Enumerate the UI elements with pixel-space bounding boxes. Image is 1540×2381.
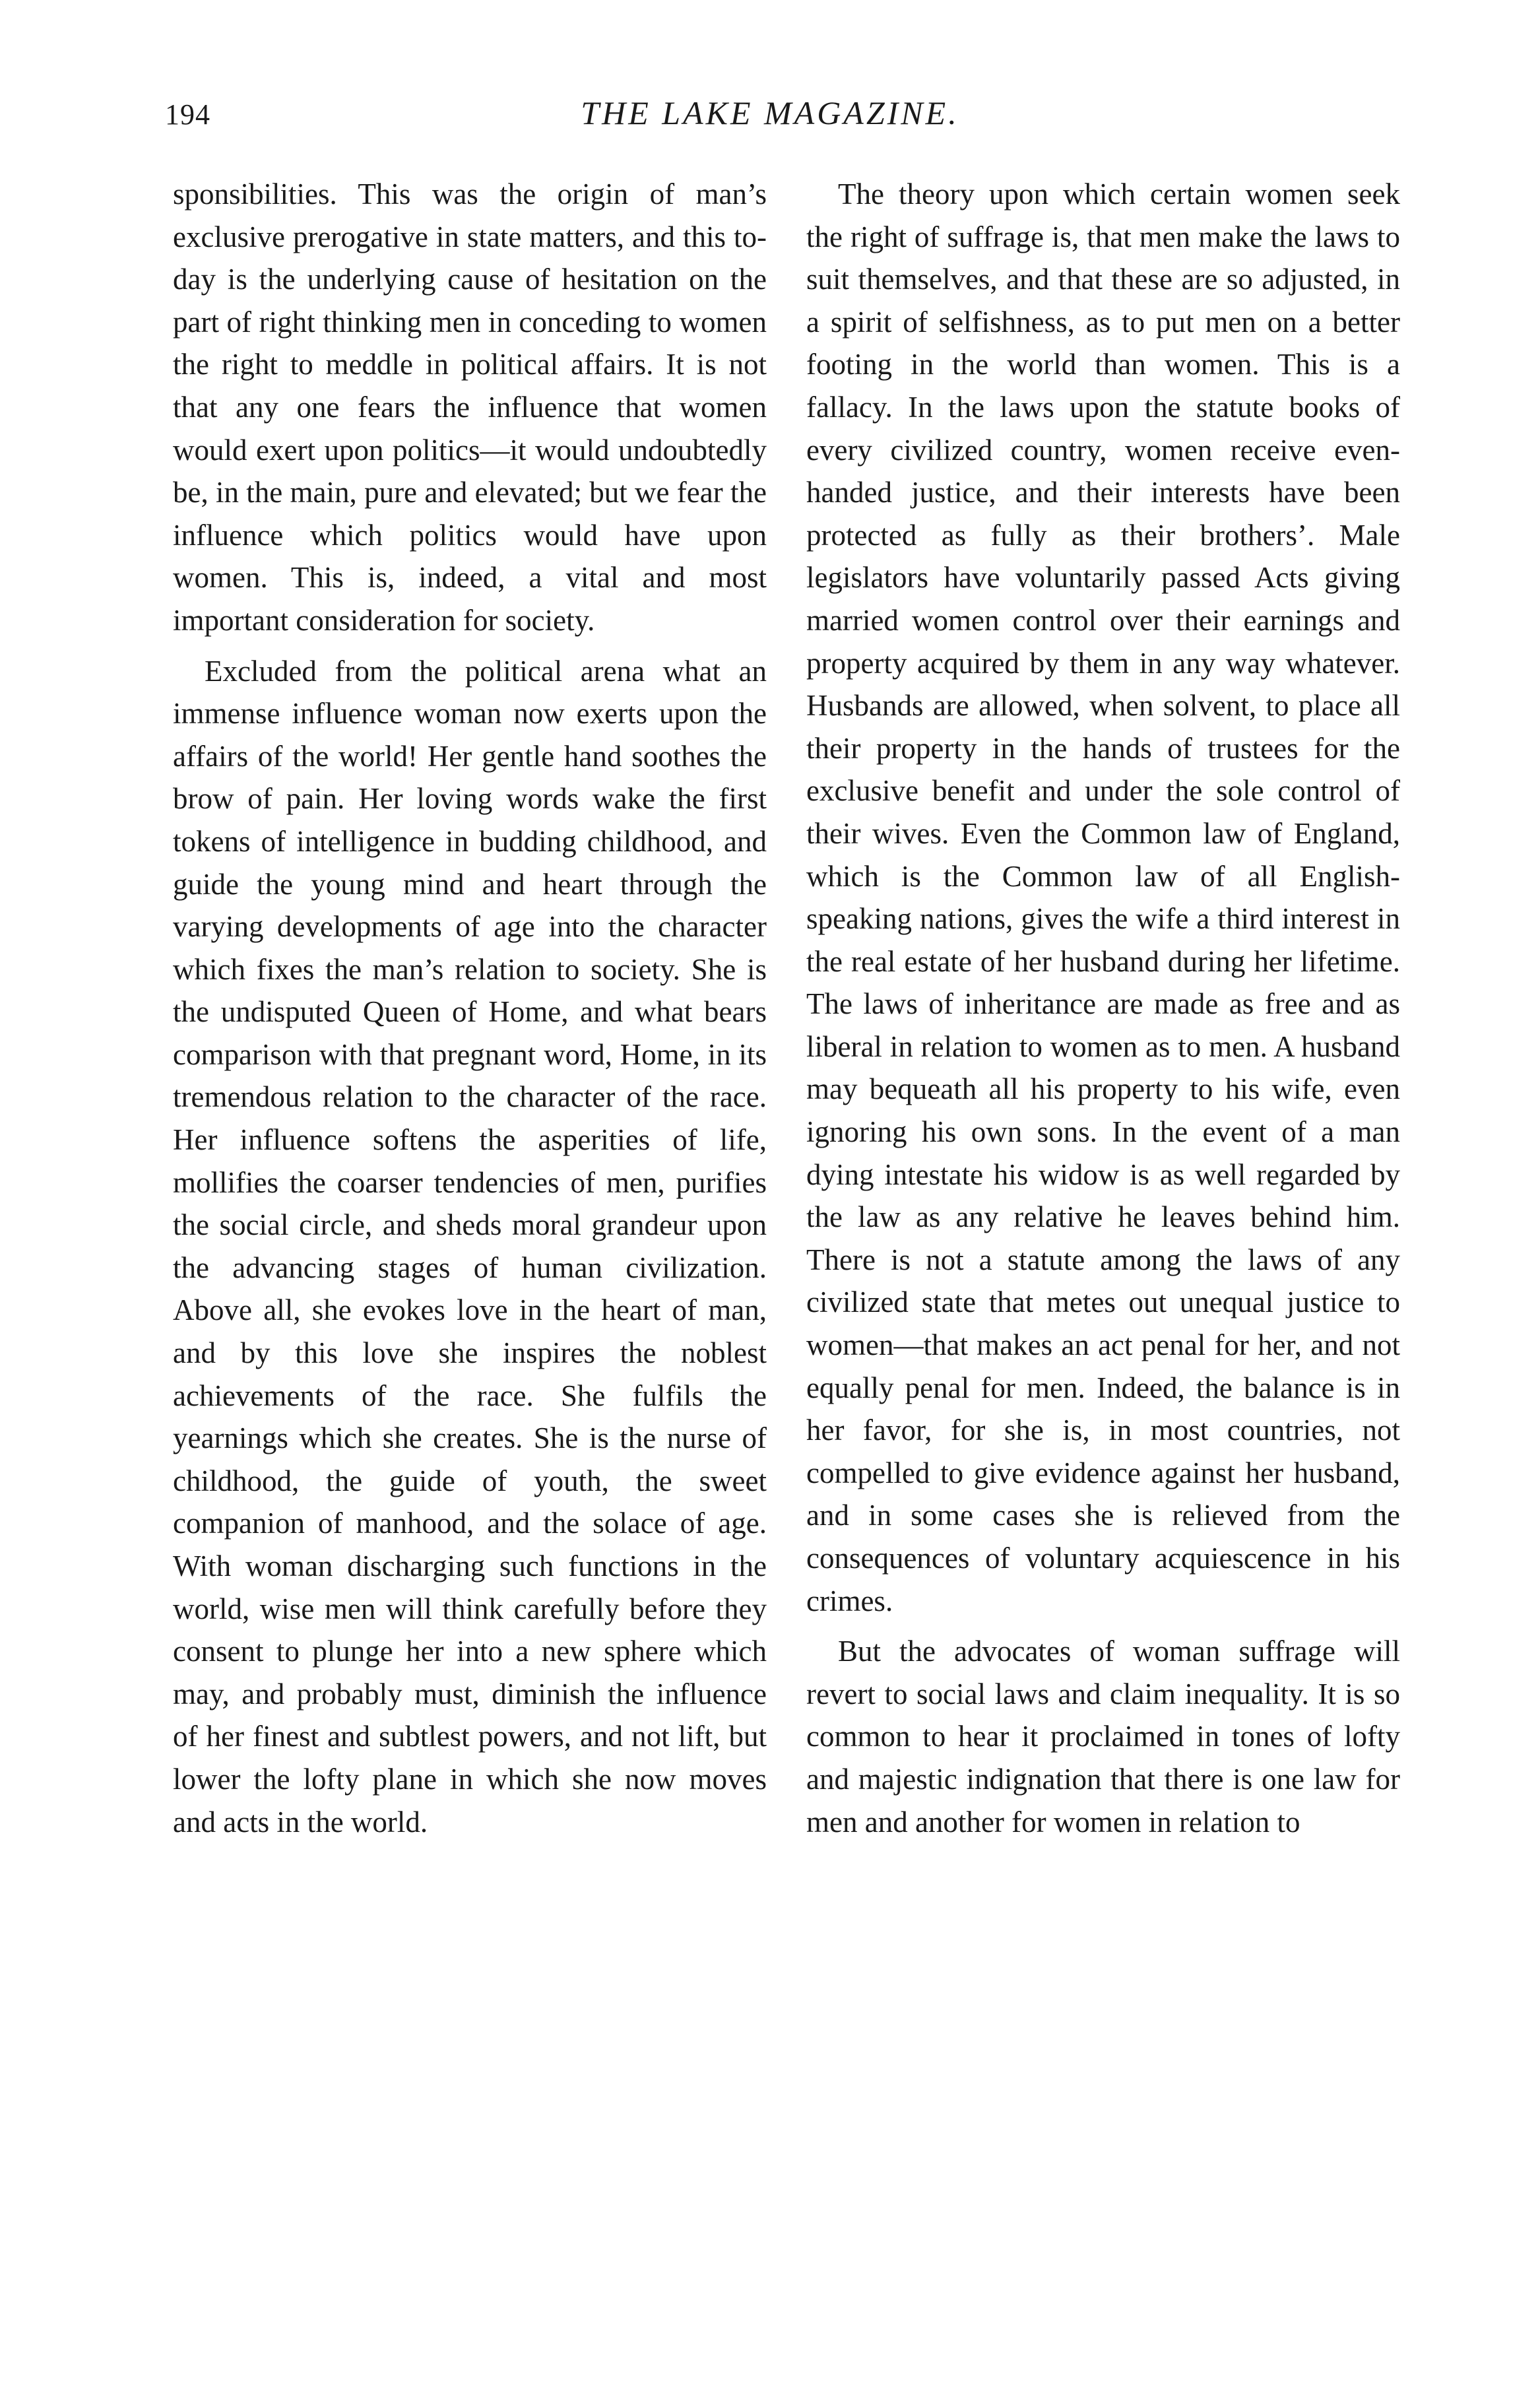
page-number: 194 — [165, 98, 210, 131]
running-title: THE LAKE MAGAZINE. — [581, 94, 959, 131]
paragraph: Excluded from the political arena what an immense influence woman now exerts upon the affairs of the world! Her gentle hand soothes the brow of pain. Her loving words wake the first tokens of intelligence in budding childhood, and guide the young mind and heart through the varying developments of age into the character which fixes the man’s relation to society. She is the undisputed Queen of Home, and what bears comparison with that pregnant word, Home, in its tremendous relation to the character of the race. Her influence softens the asperities of life, mollifies the coarser tendencies of men, purifies the social circle, and sheds moral grandeur upon the advancing stages of human civilization. Above all, she evokes love in the heart of man, and by this love she inspires the noblest achievements of the race. She fulfils the yearnings which she creates. She is the nurse of childhood, the guide of youth, the sweet companion of manhood, and the solace of age. With woman discharging such functions in the world, wise men will think carefully before they consent to plunge her into a new sphere which may, and probably must, diminish the influence of her finest and subtlest powers, and not lift, but lower the lofty plane in which she now moves and acts in the world. — [173, 654, 767, 1839]
left-column — [173, 173, 767, 1843]
paragraph-continued: sponsibilities. This was the origin of man’s exclusive prerogative in state matters, and this to-day is the underlying cause of hesitation on the part of right thinking men in conceding to women the right to meddle in political affairs. It is not that any one fears the influence that women would exert upon politics—it would undoubtedly be, in the main, pure and elevated; but we fear the influence which politics would have upon women. This is, indeed, a vital and most important consideration for society. — [173, 178, 767, 637]
paragraph: The theory upon which certain women seek the right of suffrage is, that men make the laws to suit themselves, and that these are so adjusted, in a spirit of selfishness, as to put men on a better footing in the world than women. This is a fallacy. In the laws upon the statute books of every civilized country, women receive even-handed justice, and their interests have been protected as fully as their brothers’. Male legislators have voluntarily passed Acts giving married women control over their earnings and property acquired by them in any way whatever. Husbands are allowed, when solvent, to place all their property in the hands of trustees for the exclusive benefit and under the sole control of their wives. Even the Common law of England, which is the Common law of all English-speaking nations, gives the wife a third interest in the real estate of her husband during her lifetime. The laws of inheritance are made as free and as liberal in relation to women as to men. A husband may bequeath all his property to his wife, even ignoring his own sons. In the event of a man dying intestate his widow is as well regarded by the law as any relative he leaves behind him. There is not a statute among the laws of any civilized state that metes out unequal justice to women—that makes an act penal for her, and not equally penal for men. Indeed, the balance is in her favor, for she is, in most countries, not compelled to give evidence against her husband, and in some cases she is relieved from the consequences of voluntary acquiescence in his crimes. — [806, 178, 1400, 1617]
paragraph: But the advocates of woman suffrage will revert to social laws and claim inequality. It is so common to hear it proclaimed in tones of lofty and majestic indignation that there is one law for men and another for women in relation to — [806, 1635, 1400, 1839]
right-column — [806, 173, 1400, 1843]
